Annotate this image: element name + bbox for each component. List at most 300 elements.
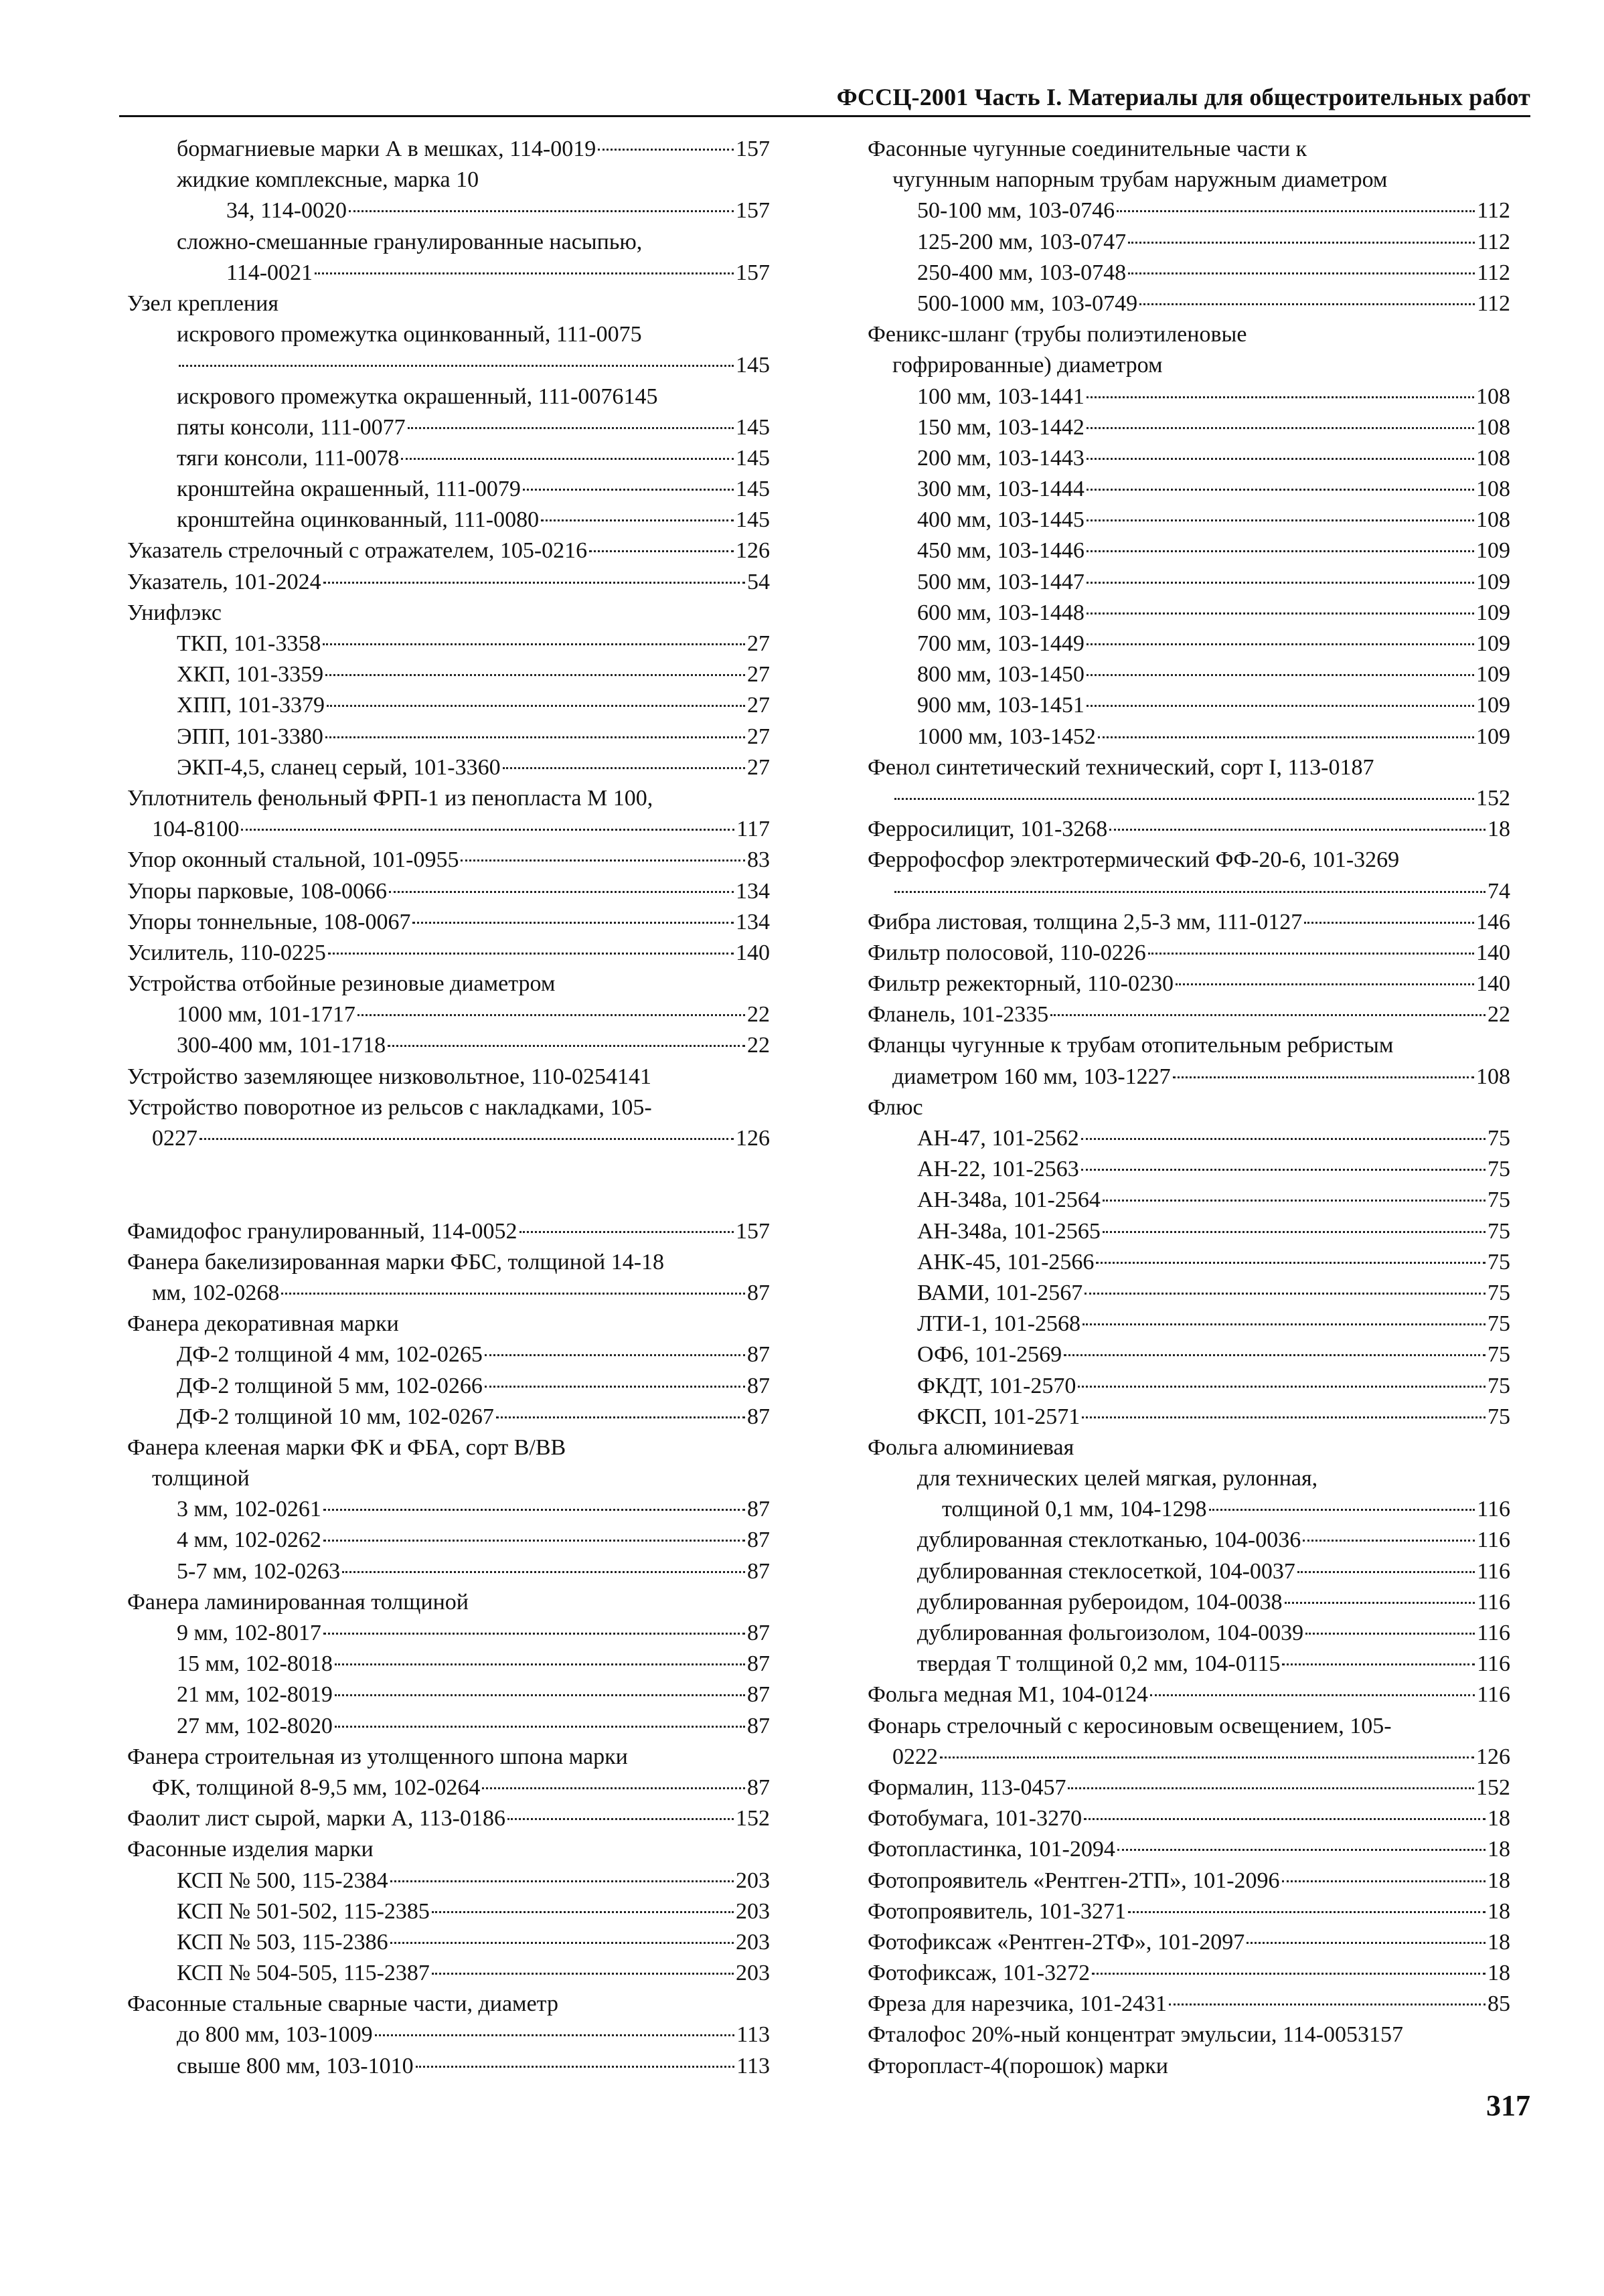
entry-page: 109 — [1476, 600, 1510, 625]
entry-text: Фольга медная М1, 104-0124 — [868, 1682, 1148, 1708]
entry-text: твердая Т толщиной 0,2 мм, 104-0115 — [917, 1651, 1281, 1677]
entry-text: Фотопластинка, 101-2094 — [868, 1837, 1115, 1862]
dot-leader — [507, 1818, 734, 1820]
index-entry — [127, 598, 770, 629]
dot-leader — [1087, 643, 1474, 645]
entry-text: АН-47, 101-2562 — [917, 1126, 1079, 1151]
entry-text: свыше 800 мм, 103-1010 — [177, 2053, 414, 2078]
entry-text: Устройства отбойные резиновые диаметром — [127, 971, 556, 997]
entry-page: 75 — [1488, 1311, 1510, 1337]
index-entry — [868, 350, 1510, 381]
dot-leader — [179, 365, 734, 367]
entry-text: КСП № 500, 115-2384 — [177, 1868, 388, 1893]
entry-text: диаметром 160 мм, 103-1227 — [892, 1064, 1171, 1089]
entry-page: 109 — [1476, 693, 1510, 718]
index-entry — [868, 319, 1510, 350]
entry-page: 75 — [1488, 1249, 1510, 1275]
entry-text: Указатель, 101-2024 — [127, 569, 321, 594]
entry-page: 87 — [747, 1497, 770, 1522]
dot-leader — [325, 736, 745, 738]
entry-text: дублированная стеклосеткой, 104-0037 — [917, 1558, 1295, 1584]
index-entry — [868, 1123, 1510, 1154]
entry-text: 21 мм, 102-8019 — [177, 1682, 333, 1708]
entry-text: жидкие комплексные, марка 10 — [177, 167, 479, 193]
entry-text: Фасонные изделия марки — [127, 1837, 374, 1862]
index-entry — [868, 382, 1510, 412]
dot-leader — [1117, 1849, 1486, 1851]
index-entry — [868, 1742, 1510, 1773]
entry-text: мм, 102-0268 — [152, 1280, 280, 1305]
index-entry — [127, 1371, 770, 1402]
entry-page: 22 — [747, 1002, 770, 1028]
dot-leader — [1103, 1231, 1486, 1233]
entry-text: Феррофосфор электротермический ФФ-20-6, 101-3269 — [868, 847, 1400, 873]
entry-page: 108 — [1476, 445, 1510, 471]
entry-text: дублированная стеклотканью, 104-0036 — [917, 1528, 1301, 1553]
entry-text: Фторопласт-4(порошок) марки — [868, 2053, 1168, 2078]
dot-leader — [390, 1880, 734, 1882]
entry-page: 157 — [736, 260, 770, 285]
dot-leader — [323, 1540, 745, 1542]
entry-page: 157 — [736, 1218, 770, 1244]
index-entry — [127, 1216, 770, 1247]
entry-text: 27 мм, 102-8020 — [177, 1713, 333, 1738]
entry-page: 87 — [747, 1528, 770, 1553]
index-entry — [868, 783, 1510, 814]
dot-leader — [1285, 1602, 1475, 1604]
index-entry — [127, 1711, 770, 1742]
index-entry — [868, 1339, 1510, 1370]
entry-page: 145 — [736, 414, 770, 440]
index-entry — [868, 1402, 1510, 1432]
dot-leader — [1117, 210, 1475, 212]
dot-leader — [1169, 2003, 1486, 2005]
dot-leader — [315, 272, 734, 274]
dot-leader — [1305, 1633, 1475, 1635]
entry-page: 27 — [747, 724, 770, 749]
index-entry — [868, 876, 1510, 907]
dot-leader — [1087, 458, 1474, 460]
entry-page: 203 — [736, 1929, 770, 1955]
index-entry — [868, 1371, 1510, 1402]
entry-page: 134 — [736, 878, 770, 904]
dot-leader — [1247, 1942, 1486, 1944]
entry-text: Фасонные стальные сварные части, диаметр — [127, 1991, 558, 2017]
entry-text: 0222 — [892, 1744, 938, 1769]
dot-leader — [323, 643, 745, 645]
entry-text: Фенол синтетический технический, сорт I, 113-0187 — [868, 754, 1374, 780]
entry-text: КСП № 501-502, 115-2385 — [177, 1898, 430, 1924]
dot-leader — [485, 1386, 745, 1388]
entry-text: 250-400 мм, 103-0748 — [917, 260, 1127, 285]
entry-page: 145 — [736, 353, 770, 378]
entry-page: 18 — [1488, 1898, 1510, 1924]
dot-leader — [519, 1231, 734, 1233]
index-entry — [127, 752, 770, 783]
entry-text: Унифлэкс — [127, 600, 222, 625]
index-entry — [127, 1866, 770, 1896]
dot-leader — [342, 1571, 745, 1573]
index-entry — [868, 443, 1510, 474]
index-entry — [127, 1494, 770, 1525]
dot-leader — [408, 427, 734, 429]
entry-text: Фанера строительная из утолщенного шпона марки — [127, 1744, 628, 1769]
dot-leader — [1087, 550, 1474, 552]
entry-text: дублированная рубероидом, 104-0038 — [917, 1589, 1283, 1615]
entry-text: для технических целей мягкая, рулонная, — [917, 1466, 1318, 1491]
entry-text: Фанера декоративная марки — [127, 1311, 399, 1337]
index-entry — [127, 474, 770, 505]
entry-page: 112 — [1477, 260, 1510, 285]
entry-page: 18 — [1488, 817, 1510, 842]
dot-leader — [416, 2066, 735, 2068]
dot-leader — [1176, 983, 1474, 985]
entry-page: 116 — [1477, 1651, 1510, 1677]
dot-leader — [241, 829, 734, 831]
index-entry — [127, 1339, 770, 1370]
entry-text: ДФ-2 толщиной 4 мм, 102-0265 — [177, 1342, 483, 1368]
index-entry — [868, 999, 1510, 1030]
index-entry — [127, 443, 770, 474]
entry-text: бормагниевые марки А в мешках, 114-0019 — [177, 137, 596, 161]
dot-leader — [1087, 674, 1474, 676]
index-entry — [127, 1247, 770, 1278]
entry-page: 146 — [1476, 909, 1510, 934]
entry-text: Фибра листовая, толщина 2,5-3 мм, 111-0127 — [868, 909, 1303, 934]
dot-leader — [894, 891, 1486, 893]
index-entry — [868, 752, 1510, 783]
page-number: 317 — [1486, 2089, 1530, 2122]
entry-text: АНК-45, 101-2566 — [917, 1249, 1095, 1275]
dot-leader — [401, 458, 734, 460]
entry-page: 109 — [1476, 569, 1510, 594]
index-entry — [868, 1989, 1510, 2020]
entry-text: Указатель стрелочный с отражателем, 105-0216 — [127, 538, 588, 564]
entry-page: 140 — [1476, 940, 1510, 965]
entry-text: до 800 мм, 103-1009 — [177, 2022, 373, 2048]
entry-page: 87 — [747, 1342, 770, 1368]
index-entry — [868, 289, 1510, 319]
index-entry — [127, 1618, 770, 1649]
index-entry — [868, 1030, 1510, 1061]
entry-page: 117 — [736, 817, 770, 842]
dot-leader — [1087, 705, 1474, 707]
entry-page: 87 — [747, 1621, 770, 1645]
index-entry — [127, 350, 770, 381]
entry-page: 75 — [1488, 1187, 1510, 1213]
dot-leader — [323, 1633, 745, 1635]
entry-text: 200 мм, 103-1443 — [917, 445, 1085, 471]
index-entry — [127, 659, 770, 690]
index-entry — [868, 1309, 1510, 1339]
index-entry — [868, 907, 1510, 938]
entry-page: 87 — [747, 1280, 770, 1305]
index-entry — [127, 999, 770, 1030]
entry-text: Фаолит лист сырой, марки А, 113-0186 — [127, 1806, 505, 1831]
entry-page: 75 — [1488, 1280, 1510, 1305]
index-entry — [868, 2051, 1510, 2082]
dot-leader — [1304, 922, 1474, 924]
dot-leader — [1148, 953, 1474, 955]
index-entry — [127, 1092, 770, 1123]
entry-text: АН-348а, 101-2564 — [917, 1187, 1101, 1213]
entry-text: ЛТИ-1, 101-2568 — [917, 1311, 1081, 1337]
index-entry — [127, 1989, 770, 2020]
index-entry — [127, 722, 770, 752]
entry-text: Упор оконный стальной, 101-0955 — [127, 847, 459, 873]
index-entry — [868, 629, 1510, 659]
entry-page: 116 — [1477, 1589, 1510, 1615]
entry-text: ХКП, 101-3359 — [177, 662, 324, 687]
entry-page: 145 — [736, 507, 770, 533]
entry-page: 112 — [1477, 198, 1510, 224]
index-entry — [868, 1247, 1510, 1278]
entry-text: дублированная фольгоизолом, 104-0039 — [917, 1621, 1304, 1645]
dot-leader — [496, 1416, 745, 1418]
entry-text: 900 мм, 103-1451 — [917, 693, 1085, 718]
entry-text: ТКП, 101-3358 — [177, 631, 321, 656]
index-entry — [868, 938, 1510, 969]
entry-page: 75 — [1488, 1157, 1510, 1182]
dot-leader — [1128, 272, 1475, 274]
entry-page: 18 — [1488, 1837, 1510, 1862]
entry-text: искрового промежутка оцинкованный, 111-0075 — [177, 322, 642, 347]
index-entry — [868, 1062, 1510, 1092]
entry-text: АН-348а, 101-2565 — [917, 1218, 1101, 1244]
index-entry — [127, 2020, 770, 2050]
entry-text: Фотопроявитель, 101-3271 — [868, 1898, 1127, 1924]
entry-text: 500-1000 мм, 103-0749 — [917, 291, 1138, 316]
dot-leader — [1084, 1818, 1486, 1820]
entry-text: ФКСП, 101-2571 — [917, 1404, 1080, 1429]
index-entry — [127, 382, 770, 412]
entry-text: кронштейна окрашенный, 111-0079 — [177, 477, 521, 502]
entry-text: 4 мм, 102-0262 — [177, 1528, 321, 1553]
dot-leader — [1173, 1076, 1474, 1078]
index-entry — [868, 659, 1510, 690]
entry-page: 75 — [1488, 1126, 1510, 1151]
entry-page: 87 — [747, 1651, 770, 1677]
dot-leader — [1081, 1169, 1486, 1171]
index-entry — [127, 1463, 770, 1494]
entry-text: 5-7 мм, 102-0263 — [177, 1558, 341, 1584]
entry-text: тяги консоли, 111-0078 — [177, 445, 400, 471]
dot-leader — [485, 1354, 745, 1356]
dot-leader — [1098, 736, 1474, 738]
entry-page: 83 — [747, 847, 770, 873]
index-entry — [868, 1525, 1510, 1556]
entry-page: 87 — [747, 1775, 770, 1800]
entry-page: 126 — [1476, 1744, 1510, 1769]
index-entry — [868, 474, 1510, 505]
index-entry — [127, 1402, 770, 1432]
entry-text: Феникс-шланг (трубы полиэтиленовые — [868, 322, 1247, 347]
index-entry — [868, 845, 1510, 876]
index-entry — [127, 814, 770, 845]
entry-page: 22 — [747, 1033, 770, 1058]
entry-text: Фреза для нарезчика, 101-2431 — [868, 1991, 1168, 2017]
index-entry — [868, 1927, 1510, 1958]
entry-page: 108 — [1476, 477, 1510, 502]
dot-leader — [1282, 1880, 1486, 1882]
entry-text: толщиной — [152, 1466, 250, 1491]
index-entry — [127, 1432, 770, 1463]
index-entry — [868, 1834, 1510, 1865]
index-entry — [127, 505, 770, 536]
entry-text: КСП № 504-505, 115-2387 — [177, 1961, 430, 1986]
index-entry — [127, 1803, 770, 1834]
dot-leader — [1078, 1386, 1486, 1388]
entry-page: 109 — [1476, 538, 1510, 564]
entry-page: 116 — [1477, 1621, 1510, 1645]
entry-text: 50-100 мм, 103-0746 — [917, 198, 1115, 224]
index-entry — [127, 1525, 770, 1556]
index-entry — [868, 1587, 1510, 1618]
entry-page: 112 — [1477, 291, 1510, 316]
index-entry — [127, 1927, 770, 1958]
dot-leader — [281, 1293, 745, 1295]
entry-text: Узел крепления — [127, 291, 278, 316]
dot-leader — [541, 519, 734, 521]
entry-text: АН-22, 101-2563 — [917, 1157, 1079, 1182]
entry-text: Упоры парковые, 108-0066 — [127, 878, 388, 904]
dot-leader — [1087, 489, 1474, 491]
index-entry — [127, 289, 770, 319]
index-entry — [868, 1432, 1510, 1463]
entry-page: 157 — [736, 198, 770, 224]
entry-text: КСП № 503, 115-2386 — [177, 1929, 388, 1955]
dot-leader — [1092, 1973, 1486, 1975]
entry-text: искрового промежутка окрашенный, 111-0076 — [177, 384, 624, 409]
entry-page: 109 — [1476, 662, 1510, 687]
dot-leader — [432, 1911, 734, 1913]
entry-text: 1000 мм, 103-1452 — [917, 724, 1096, 749]
entry-text: ХПП, 101-3379 — [177, 693, 325, 718]
entry-text: Фотофиксаж «Рентген-2ТФ», 101-2097 — [868, 1929, 1245, 1955]
dot-leader — [894, 798, 1474, 800]
entry-page: 75 — [1488, 1404, 1510, 1429]
entry-page: 203 — [736, 1898, 770, 1924]
entry-page: 116 — [1477, 1528, 1510, 1553]
entry-page: 109 — [1476, 631, 1510, 656]
entry-text: Фланцы чугунные к трубам отопительным ребристым — [868, 1033, 1394, 1058]
entry-text: 600 мм, 103-1448 — [917, 600, 1085, 625]
entry-text: Фонарь стрелочный с керосиновым освещением, 105- — [868, 1713, 1392, 1738]
entry-text: Фольга алюминиевая — [868, 1434, 1074, 1460]
entry-page: 116 — [1477, 1497, 1510, 1522]
page-header — [119, 79, 1530, 117]
index-entry — [127, 536, 770, 566]
entry-text: 700 мм, 103-1449 — [917, 631, 1085, 656]
dot-leader — [349, 210, 734, 212]
dot-leader — [325, 674, 745, 676]
dot-leader — [357, 1014, 745, 1016]
index-entry — [868, 1092, 1510, 1123]
index-entry — [127, 1278, 770, 1309]
entry-text: Ферросилицит, 101-3268 — [868, 817, 1108, 842]
dot-leader — [1128, 242, 1475, 244]
entry-page: 18 — [1488, 1806, 1510, 1831]
index-entry — [868, 195, 1510, 226]
entry-page: 108 — [1476, 384, 1510, 409]
entry-text: ФКДТ, 101-2570 — [917, 1373, 1076, 1398]
dot-leader — [1103, 1200, 1486, 1202]
dot-leader — [335, 1663, 745, 1665]
entry-page: 75 — [1488, 1218, 1510, 1244]
dot-leader — [1109, 829, 1486, 831]
entry-page: 109 — [1476, 724, 1510, 749]
index-entry — [127, 1309, 770, 1339]
index-entry — [127, 1062, 770, 1092]
index-entry — [868, 1278, 1510, 1309]
index-entry — [127, 1896, 770, 1927]
index-entry — [868, 227, 1510, 258]
entry-text: 300-400 мм, 101-1718 — [177, 1033, 386, 1058]
entry-page: 145 — [623, 384, 658, 409]
entry-page: 140 — [1476, 971, 1510, 997]
entry-page: 87 — [747, 1558, 770, 1584]
entry-page: 108 — [1476, 1064, 1510, 1089]
dot-leader — [1087, 519, 1474, 521]
entry-text: толщиной 0,1 мм, 104-1298 — [942, 1497, 1207, 1522]
index-entry — [127, 969, 770, 999]
entry-text: 0227 — [152, 1126, 197, 1151]
dot-leader — [461, 859, 745, 862]
dot-leader — [1087, 612, 1474, 614]
dot-leader — [412, 922, 734, 924]
index-entry — [868, 1216, 1510, 1247]
entry-text: ДФ-2 толщиной 10 мм, 102-0267 — [177, 1404, 494, 1429]
index-entry — [868, 1618, 1510, 1649]
entry-page: 108 — [1476, 507, 1510, 533]
dot-leader — [940, 1756, 1474, 1758]
dot-leader — [1150, 1694, 1475, 1696]
dot-leader — [432, 1973, 734, 1975]
entry-page: 141 — [617, 1064, 652, 1089]
entry-page: 152 — [1476, 785, 1510, 811]
entry-page: 126 — [736, 1126, 770, 1151]
index-entry — [127, 1742, 770, 1773]
index-entry — [127, 1649, 770, 1679]
index-entry — [127, 1587, 770, 1618]
dot-leader — [523, 489, 734, 491]
index-column-left — [127, 134, 770, 2082]
entry-page: 152 — [736, 1806, 770, 1831]
entry-text: 500 мм, 103-1447 — [917, 569, 1085, 594]
entry-page: 108 — [1476, 414, 1510, 440]
dot-leader — [503, 767, 745, 769]
dot-leader — [1087, 396, 1474, 398]
entry-page: 203 — [736, 1868, 770, 1893]
dot-leader — [1082, 1323, 1486, 1325]
entry-page: 152 — [1476, 1775, 1510, 1800]
index-entry — [127, 1773, 770, 1803]
index-entry — [868, 1866, 1510, 1896]
index-entry — [127, 783, 770, 814]
entry-text: Фильтр полосовой, 110-0226 — [868, 940, 1146, 965]
entry-text: Формалин, 113-0457 — [868, 1775, 1066, 1800]
dot-leader — [375, 2034, 735, 2036]
dot-leader — [328, 953, 734, 955]
entry-text: 114-0021 — [226, 260, 313, 285]
index-entry — [127, 938, 770, 969]
entry-page: 116 — [1477, 1682, 1510, 1708]
dot-leader — [1064, 1354, 1486, 1356]
entry-text: Фанера клееная марки ФК и ФБА, сорт В/ВВ — [127, 1434, 566, 1460]
dot-leader — [1297, 1571, 1475, 1573]
entry-text: 150 мм, 103-1442 — [917, 414, 1085, 440]
entry-text: 9 мм, 102-8017 — [177, 1621, 321, 1645]
